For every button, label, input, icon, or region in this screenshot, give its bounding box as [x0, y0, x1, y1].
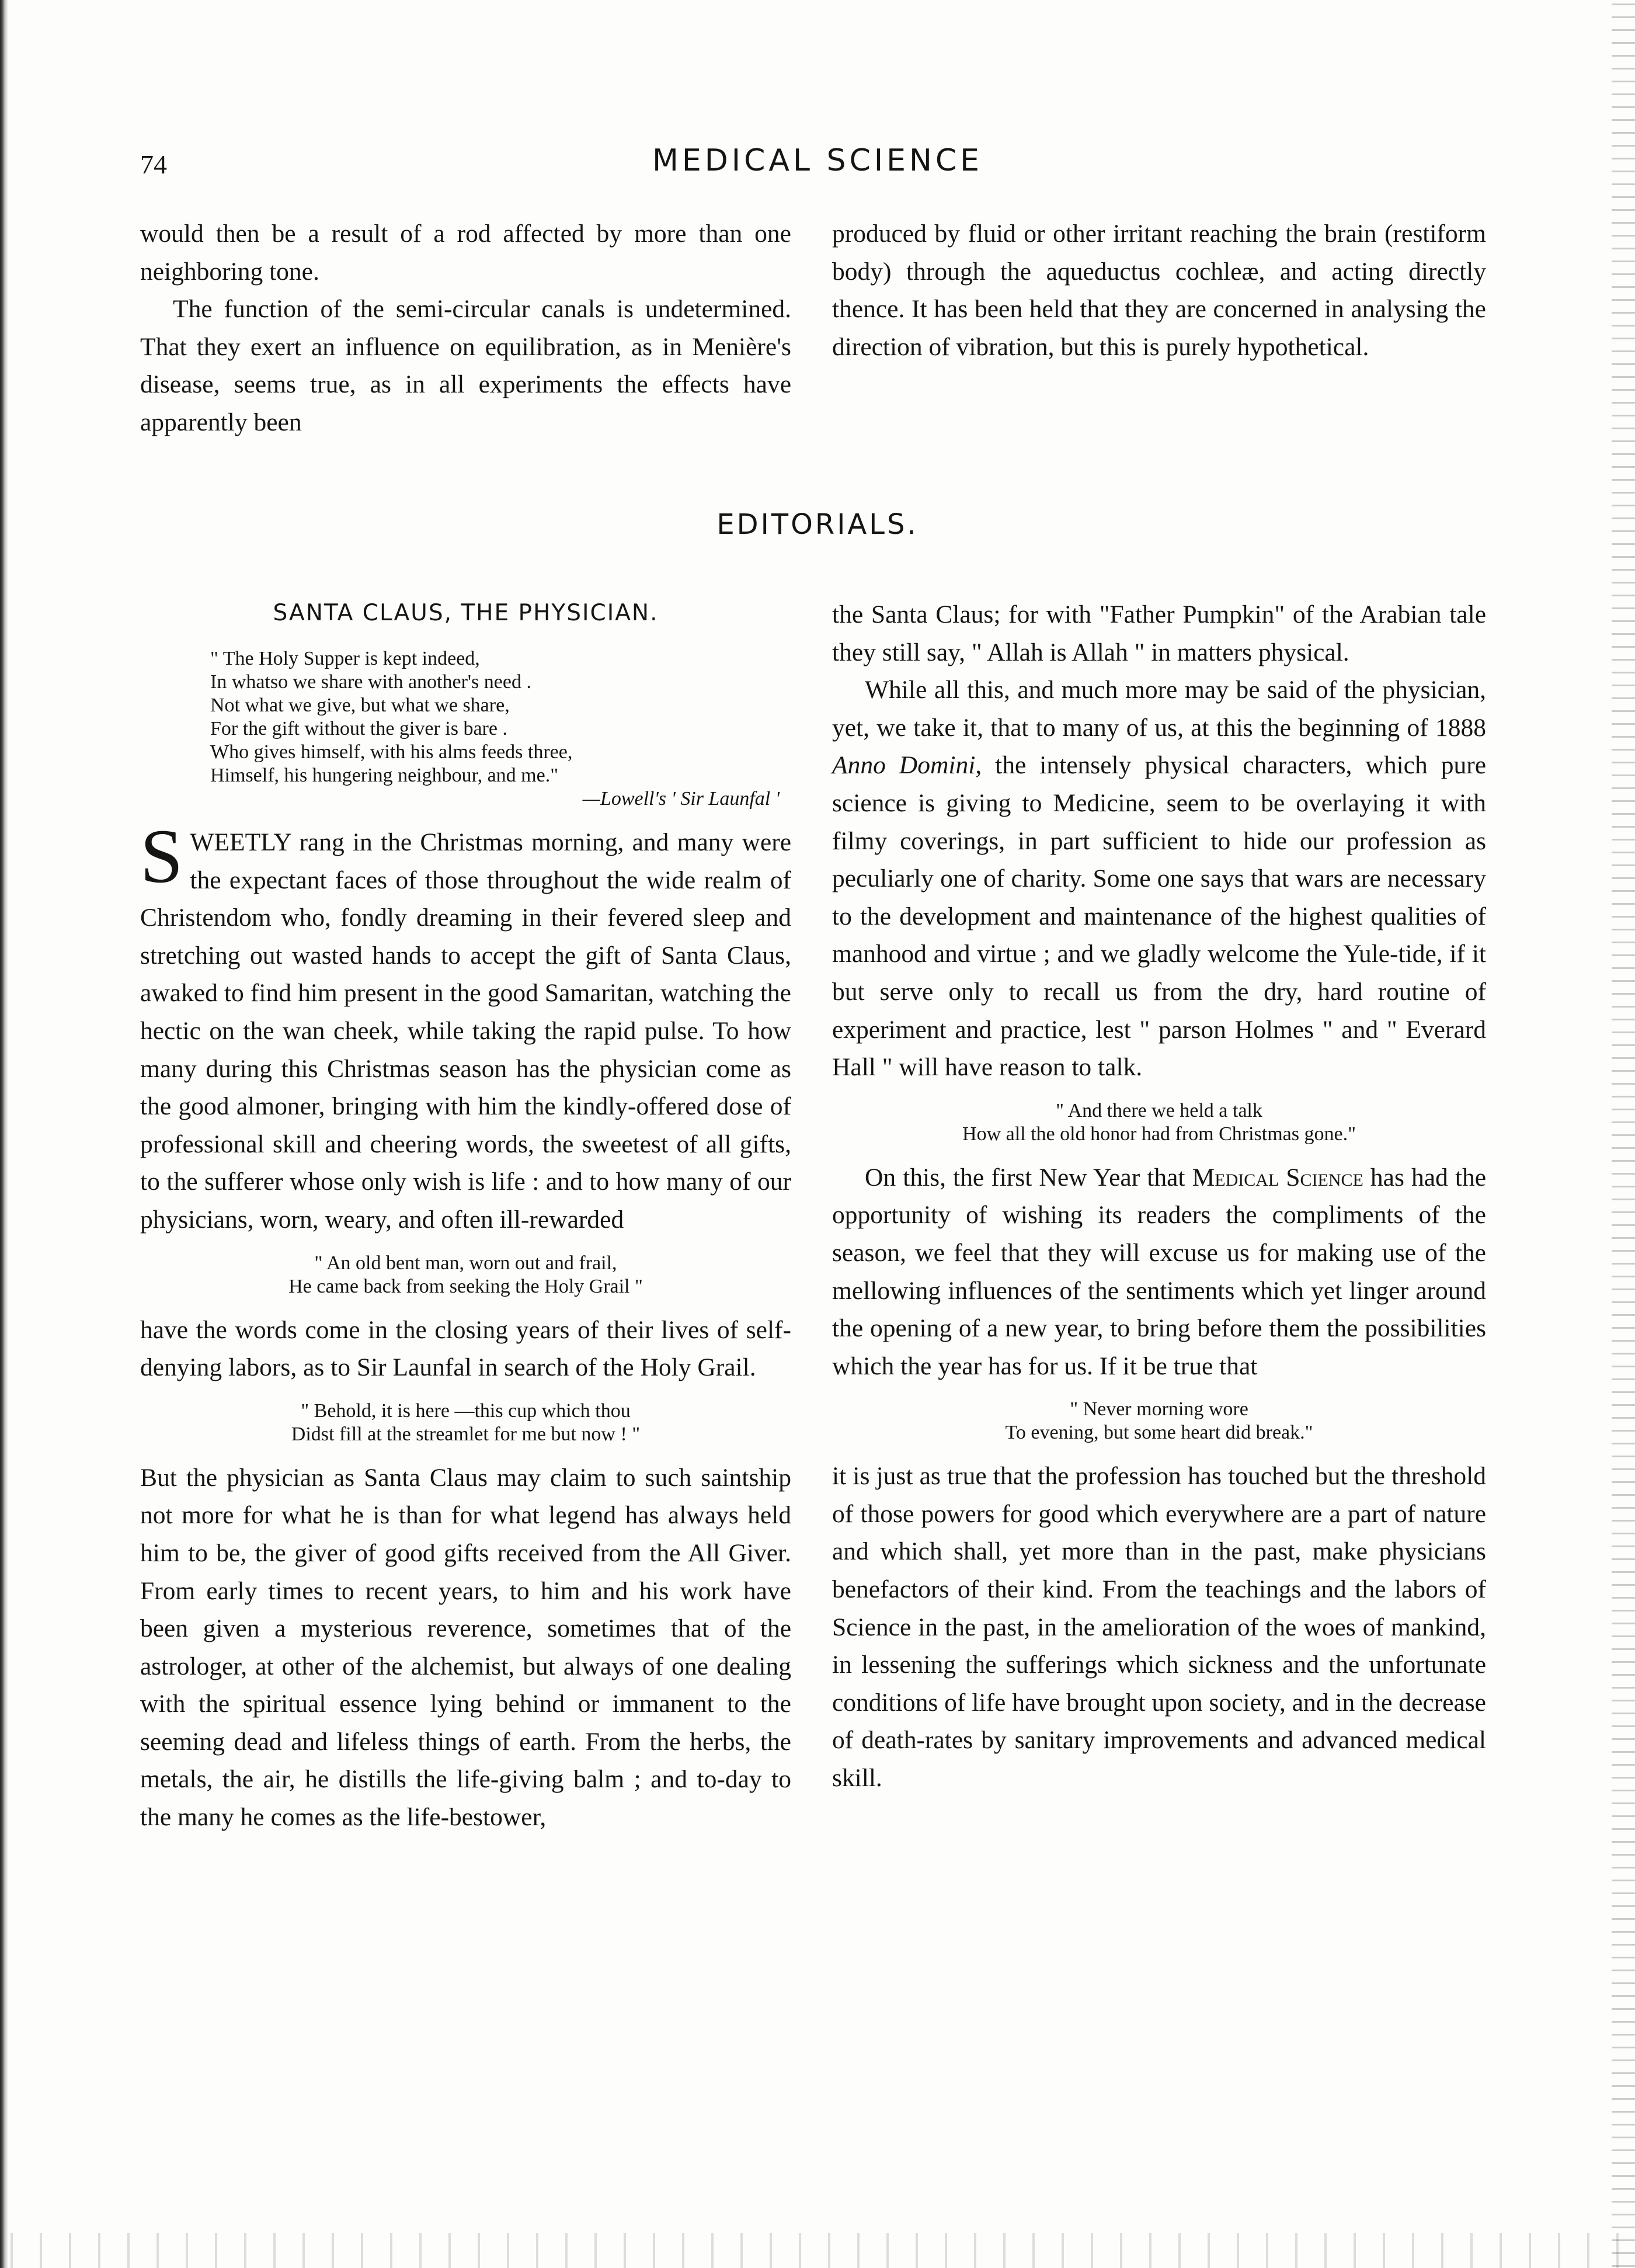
scan-edge-left	[0, 0, 8, 2268]
verse-quote	[140, 1252, 791, 1298]
verse-quote	[140, 1399, 791, 1446]
small-caps-text: Medical Science	[1192, 1163, 1363, 1192]
continued-column-left	[140, 215, 791, 442]
paragraph-text: has had the opportunity of wishing its readers the compliments of the season, we feel that they will excuse us for making use of the mellowing influences of the sentiments which yet linger around the opening of a new year, to bring before them the possibilities which the year has for us. If it be true that	[832, 1163, 1486, 1380]
paragraph	[140, 813, 791, 1239]
paragraph: produced by fluid or other irritant reaching the brain (restiform body) through the aqueductus cochleæ, and acting directly thence. It has been held that they are concerned in analysing the direction of vibration, but this is purely hypothetical.	[832, 220, 1486, 361]
paragraph: it is just as true that the profession has touched but the threshold of those powers for good which everywhere are a part of nature and which shall, yet more than in the past, make physicians benefactors of their kind. From the teachings and the labors of Science in the past, in the amelioration of the woes of mankind, in lessening the sufferings which sickness and the unfortunate conditions of life have brought upon society, and in the decrease of death-rates by sanitary improvements and advanced medical skill.	[832, 1462, 1486, 1793]
continued-column-right	[832, 215, 1486, 366]
paragraph	[832, 671, 1486, 1086]
verse-line: He came back from seeking the Holy Grail "	[288, 1275, 643, 1297]
epigraph	[140, 647, 791, 811]
paragraph-text: While all this, and much more may be said of the physician, yet, we take it, that to many of us, at this the beginning of 1888	[832, 676, 1486, 742]
paragraph-text: On this, the first New Year that	[865, 1163, 1192, 1192]
verse-line: " Behold, it is here —this cup which thou	[301, 1399, 631, 1422]
verse-line: To evening, but some heart did break."	[1005, 1422, 1313, 1444]
paragraph: have the words come in the closing years of their lives of self-denying labors, as to Sir Launfal in search of the Holy Grail.	[140, 1315, 791, 1382]
drop-cap: S	[140, 813, 183, 899]
paragraph	[832, 1159, 1486, 1385]
verse-line: " An old bent man, worn out and frail,	[314, 1252, 617, 1274]
paragraph: The function of the semi-circular canals is undetermined. That they exert an influence on equilibration, as in Menière's disease, seems true, as in all experiments the effects have apparently been	[140, 295, 791, 436]
scan-edge-right	[1612, 0, 1635, 2268]
journal-title: MEDICAL SCIENCE	[652, 143, 983, 178]
running-head	[140, 143, 1495, 184]
article-title: SANTA CLAUS, THE PHYSICIAN.	[273, 600, 659, 626]
epigraph-line: Not what we give, but what we share,	[210, 694, 510, 716]
scan-edge-bottom	[0, 2233, 1635, 2268]
paragraph: the Santa Claus; for with "Father Pumpkin" of the Arabian tale they still say, " Allah is Allah " in matters physical.	[832, 600, 1486, 666]
epigraph-line: In whatso we share with another's need .	[210, 671, 531, 693]
epigraph-line: " The Holy Supper is kept indeed,	[210, 648, 480, 669]
verse-quote	[832, 1099, 1486, 1146]
paragraph: But the physician as Santa Claus may claim to such saintship not more for what he is than for what legend has always held him to be, the giver of good gifts received from the All Giver. From early times to recent years, to him and his work have been given a mysterious reverence, sometimes that of the astrologer, at other of the alchemist, but always of one dealing with the spiritual essence lying behind or immanent to the seeming dead and lifeless things of earth. From the herbs, the metals, the air, he distills the life-giving balm ; and to-day to the many he comes as the life-bestower,	[140, 1463, 791, 1832]
epigraph-line: For the gift without the giver is bare .	[210, 718, 507, 739]
epigraph-line: Himself, his hungering neighbour, and me."	[210, 765, 559, 786]
verse-line: " And there we held a talk	[1056, 1099, 1262, 1121]
verse-line: " Never morning wore	[1070, 1398, 1248, 1420]
epigraph-line: Who gives himself, with his alms feeds three,	[210, 741, 573, 763]
verse-quote	[832, 1398, 1486, 1444]
verse-line: How all the old honor had from Christmas gone."	[962, 1123, 1356, 1145]
section-title: EDITORIALS.	[716, 508, 919, 541]
editorial-column-left	[140, 596, 791, 1836]
page-number: 74	[140, 150, 167, 179]
epigraph-attribution: —Lowell's ' Sir Launfal '	[582, 788, 780, 810]
paragraph-text: , the intensely physical characters, which pure science is giving to Medicine, seem to be overlaying it with filmy coverings, in part sufficient to hide our profession as peculiarly one of charity. Some one says that wars are necessary to the development and maintenance of the highest qualities of manhood and virtue ; and we gladly welcome the Yule-tide, if it but serve only to recall us from the dry, hard routine of experiment and practice, lest " parson Holmes " and " Everard Hall " will have reason to talk.	[832, 751, 1486, 1082]
verse-line: Didst fill at the streamlet for me but now ! "	[291, 1423, 641, 1445]
editorial-column-right	[832, 596, 1486, 1797]
paragraph: would then be a result of a rod affected by more than one neighboring tone.	[140, 220, 791, 286]
italic-text: Anno Domini	[832, 751, 976, 780]
paragraph-text: WEETLY rang in the Christmas morning, and many were the expectant faces of those throughout the wide realm of Christendom who, fondly dreaming in their fevered sleep and stretching out wasted hands to accept the gift of Santa Claus, awaked to find him present in the good Samaritan, watching the hectic on the wan cheek, while taking the rapid pulse. To how many during this Christmas season has the physician come as the good almoner, bringing with him the kindly-offered dose of professional skill and cheering words, the sweetest of all gifts, to the sufferer whose only wish is life : and to how many of our physicians, worn, weary, and often ill-rewarded	[140, 828, 791, 1234]
